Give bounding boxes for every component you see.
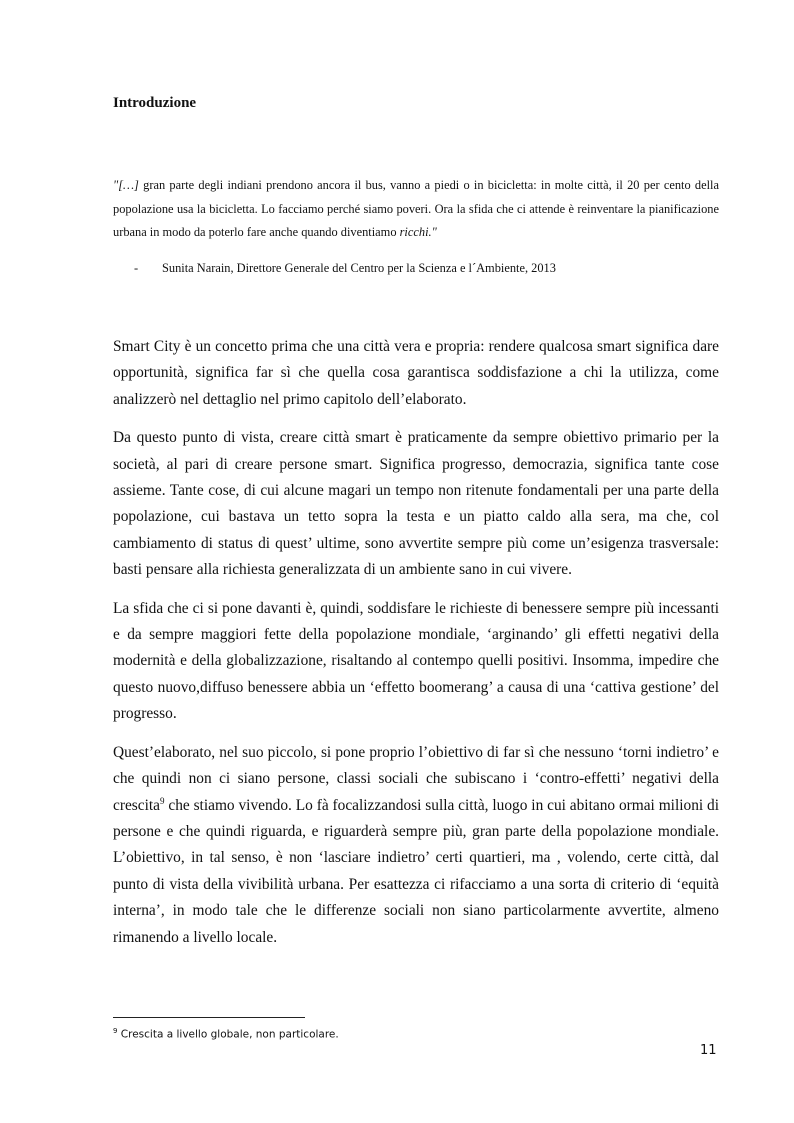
body-paragraph <box>113 740 719 951</box>
section-heading: Introduzione <box>113 95 197 111</box>
quote-open: "[…] <box>113 178 144 192</box>
epigraph-quote <box>113 174 719 245</box>
attribution-text: Sunita Narain, Direttore Generale del Centro per la Scienza e l´Ambiente, 2013 <box>162 261 556 275</box>
quote-text: gran parte degli indiani prendono ancora il bus, vanno a piedi o in bicicletta: in molte città, il 20 per cento della popolazione usa la bicicletta. Lo facciamo perché siamo poveri. Ora la sfida che ci attende è reinventare la pianificazione urbana in modo da poterlo fare anche quando diventiamo <box>113 178 719 239</box>
footnote-number: 9 <box>113 1027 118 1035</box>
quote-attribution <box>134 261 556 276</box>
footnote-reference: 9 <box>160 795 165 806</box>
footnote-separator <box>113 1017 305 1018</box>
body-paragraph: La sfida che ci si pone davanti è, quindi, soddisfare le richieste di benessere sempre più incessanti e da sempre maggiori fette della popolazione mondiale, ‘arginando’ gli effetti negativi della modernità e della globalizzazione, risaltando al contempo quelli positivi. Insomma, impedire che questo nuovo,diffuso benessere abbia un ‘effetto boomerang’ a causa di una ‘cattiva gestione’ del progresso. <box>113 599 719 723</box>
paragraph-text: che stiamo vivendo. Lo fà focalizzandosi sulla città, luogo in cui abitano ormai milioni di persone e che quindi riguarda, e riguarderà sempre più, gran parte della popolazione mondiale. L’obiettivo, in tal senso, è non ‘lasciare indietro’ certi quartieri, ma , volendo, certe città, dal punto di vista della vivibilità urbana. Per esattezza ci rifacciamo a una sorta di criterio di ‘equità interna’, in modo tale che le differenze sociali non siano particolarmente avvertite, almeno rimanendo a livello locale. <box>113 796 719 946</box>
body-paragraph: Smart City è un concetto prima che una città vera e propria: rendere qualcosa smart significa dare opportunità, significa far sì che quella cosa garantisca soddisfazione a chi la utilizza, come analizzerò nel dettaglio nel primo capitolo dell’elaborato. <box>113 338 719 408</box>
footnote <box>113 1027 339 1041</box>
attribution-dash: - <box>134 261 139 275</box>
quote-emphasis: ricchi." <box>399 225 437 239</box>
body-paragraph: Da questo punto di vista, creare città smart è praticamente da sempre obiettivo primario per la società, al pari di creare persone smart. Significa progresso, democrazia, significa tante cose assieme. Tante cose, di cui alcune magari un tempo non ritenute fondamentali per una parte della popolazione, cui bastava un tetto sopra la testa e un piatto caldo alla sera, ma che, col cambiamento di status di quest’ ultime, sono avvertite sempre più come un’esigenza trasversale: basti pensare alla richiesta generalizzata di un ambiente sano in cui vivere. <box>113 429 719 579</box>
paragraph-text: Quest’elaborato, nel suo piccolo, si pone proprio l’obiettivo di far sì che nessuno ‘torni indietro’ e che quindi non ci siano persone, classi sociali che subiscano i ‘contro-effetti’ negativi della crescita <box>113 743 719 814</box>
footnote-text: Crescita a livello globale, non particolare. <box>117 1028 339 1041</box>
body-text <box>113 334 719 963</box>
page-number: 11 <box>700 1043 717 1058</box>
